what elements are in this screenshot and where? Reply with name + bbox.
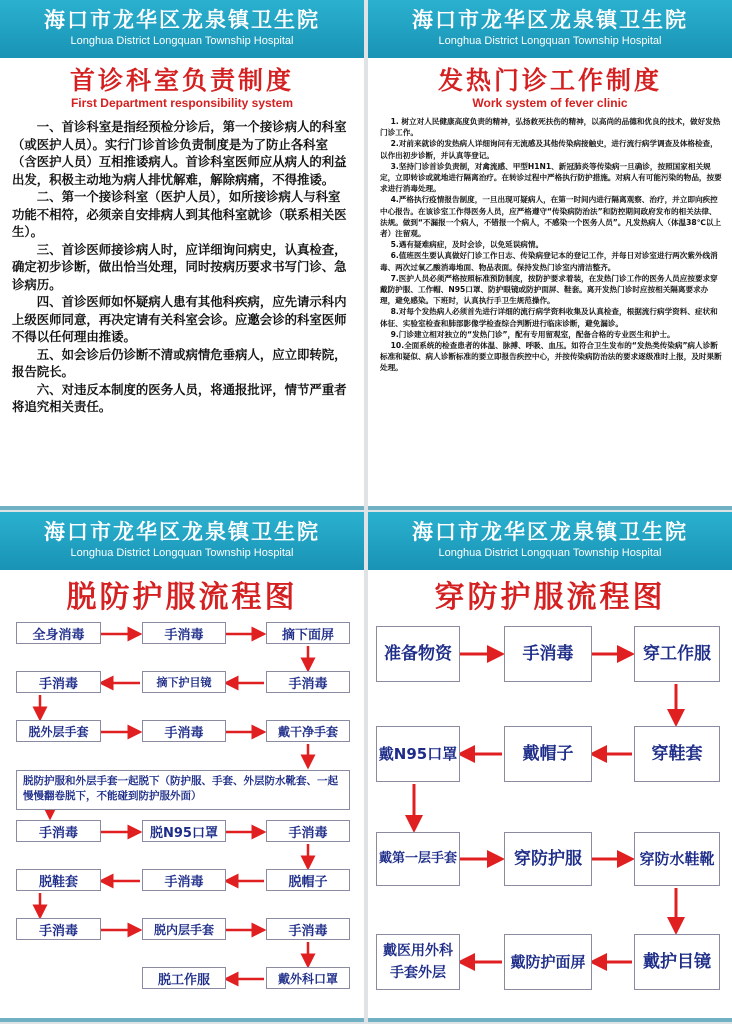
flow-step: 脱外层手套 (16, 720, 101, 742)
hospital-name-en: Longhua District Longquan Township Hospital (438, 35, 662, 47)
flow-step: 手消毒 (16, 820, 101, 842)
rule-paragraph: 四、首诊医师如怀疑病人患有其他科疾病，应先请示科内上级医师同意，再决定请有关科室会诊。应邀会诊的科室医师不得以任何理由推诿。 (12, 294, 347, 344)
flow-step: 全身消毒 (16, 622, 101, 644)
rule-paragraph: 1. 树立对人民健康高度负责的精神，弘扬救死扶伤的精神，以高尚的品德和优良的技术，做好发热门诊工作。 (380, 117, 721, 138)
rule-paragraph: 8.对每个发热病人必须首先进行详细的流行病学资料收集及认真检查，根据流行病学资料、症状和体征、实验室检查和肺部影像学检查综合判断进行临床诊断，避免漏诊。 (380, 307, 718, 328)
hospital-name: 海口市龙华区龙泉镇卫生院 (412, 520, 688, 544)
flow-step: 摘下护目镜 (142, 671, 226, 693)
flow-step: 戴N95口罩 (376, 726, 460, 782)
rule-paragraph: 10.全面系统的检查患者的体温、脉搏、呼吸、血压。如符合卫生发布的“发热类传染病”病人诊断标准和疑似、病人诊断标准的要立即报告疾控中心，并按传染病防治法的要求逐级准时上报，及时果断处理。 (380, 341, 722, 373)
rule-paragraph: 五、如会诊后仍诊断不清或病情危垂病人，应立即转院，报告院长。 (12, 346, 347, 379)
rule-paragraph: 六、对违反本制度的医务人员，将通报批评，情节严重者将追究相关责任。 (12, 381, 347, 414)
rule-paragraph: 二、第一个接诊科室（医护人员），如所接诊病人与科室功能不相符，必须亲自安排病人到其他科室就诊（联系相关医生）。 (12, 189, 347, 239)
panel-subtitle: First Department responsibility system (70, 96, 294, 110)
flow-step: 戴第一层手套 (376, 832, 460, 886)
rule-paragraph: 2.对前来就诊的发热病人详细询问有无流感及其他传染病接触史，进行流行病学调查及体格检查，以作出初步诊断，并认真等登记。 (380, 139, 718, 160)
flowchart-title: 脱防护服流程图 (66, 580, 298, 615)
panel-first-department-system (0, 0, 364, 510)
panel-title: 首诊科室负责制度 (69, 66, 294, 95)
flow-step: 穿防水鞋靴 (634, 832, 720, 886)
hospital-name-en: Longhua District Longquan Township Hospital (70, 35, 294, 47)
flow-step: 戴医用外科手套外层 (376, 934, 460, 990)
flow-step: 手消毒 (142, 622, 226, 644)
flow-step-note: 脱防护服和外层手套一起脱下（防护服、手套、外层防水靴套、一起慢慢翻卷脱下，不能碰到防护服外面） (16, 770, 350, 810)
flow-step: 手消毒 (142, 869, 226, 891)
rules-text (0, 110, 364, 416)
panel-subtitle: Work system of fever clinic (472, 96, 628, 110)
hospital-header (368, 0, 732, 58)
flowchart-title: 穿防护服流程图 (434, 580, 666, 615)
hospital-name-en: Longhua District Longquan Township Hospital (70, 547, 294, 559)
flow-step: 手消毒 (504, 626, 592, 682)
hospital-name-en: Longhua District Longquan Township Hospital (438, 547, 662, 559)
flow-step: 脱N95口罩 (142, 820, 226, 842)
rules-text (368, 110, 732, 374)
flow-step: 脱帽子 (266, 869, 350, 891)
panel-fever-clinic-system (368, 0, 732, 510)
flow-step: 手消毒 (266, 820, 350, 842)
hospital-name: 海口市龙华区龙泉镇卫生院 (44, 520, 320, 544)
panel-doffing-flowchart (0, 512, 364, 1022)
flow-step: 戴防护面屏 (504, 934, 592, 990)
hospital-header (0, 0, 364, 58)
rule-paragraph: 5.遇有疑难病症，及时会诊，以免延误病情。 (390, 240, 544, 250)
flow-step: 脱工作服 (142, 967, 226, 989)
flow-step: 穿工作服 (634, 626, 720, 682)
panel-donning-flowchart (368, 512, 732, 1022)
flow-step: 手消毒 (16, 918, 101, 940)
flow-step: 手消毒 (142, 720, 226, 742)
flow-step: 穿防护服 (504, 832, 592, 886)
flow-step: 戴干净手套 (266, 720, 350, 742)
rule-paragraph: 三、首诊医师接诊病人时，应详细询问病史，认真检查，确定初步诊断，做出恰当处理，同时按病历要求书写门诊、急诊病历。 (12, 241, 347, 292)
flow-step: 脱内层手套 (142, 918, 226, 940)
flow-step: 戴外科口罩 (266, 967, 350, 989)
rule-paragraph: 3.坚持门诊首诊负责制，对禽流感、甲型H1N1、新冠肺炎等传染病一旦确诊，按照国家相关规定，立即转诊或就地进行隔离治疗。在转诊过程中严格执行防护措施。对病人有可能污染的物品，按要求进行消毒处理。 (380, 161, 722, 194)
flow-step: 手消毒 (266, 671, 350, 693)
flow-step: 脱鞋套 (16, 869, 101, 891)
flow-step: 准备物资 (376, 626, 460, 682)
flow-step: 手消毒 (16, 671, 101, 693)
flow-step: 戴护目镜 (634, 934, 720, 990)
flow-arrows (0, 512, 364, 1022)
panel-title: 发热门诊工作制度 (437, 66, 662, 95)
rule-paragraph: 9.门诊建立相对独立的“发热门诊”，配有专用留观室，配备合格的专业医生和护士。 (390, 329, 675, 339)
hospital-name: 海口市龙华区龙泉镇卫生院 (412, 8, 688, 32)
rule-paragraph: 6.值班医生要认真做好门诊工作日志、传染病登记本的登记工作，并每日对诊室进行两次紫外线消毒、两次过氧乙酸消毒地面、物品表面。保持发热门诊室内清洁整齐。 (380, 251, 718, 272)
hospital-name: 海口市龙华区龙泉镇卫生院 (44, 8, 320, 32)
flow-step: 穿鞋套 (634, 726, 720, 782)
flow-step: 戴帽子 (504, 726, 592, 782)
flow-step: 手消毒 (266, 918, 350, 940)
rule-paragraph: 4.严格执行疫情报告制度，一旦出现可疑病人，在第一时间内进行隔离观察、治疗，并立即向疾控中心报告。在该诊室工作得医务人员，应严格遵守“传染病防治法”和防控期间政府发布的相关法律、法规。做到“不漏报一个病人，不错报一个病人，不感染一个医务人员”。凡发热病人（体温38℃以上者）注留观。 (380, 195, 722, 239)
rule-paragraph: 一、首诊科室是指经预检分诊后，第一个接诊病人的科室（或医护人员）。实行门诊首诊负责制度是为了防止各科室（含医护人员）互相推诿病人。首诊科室医师应从病人的利益出发，积极主动地为病人排忧解难，解除病痛，不得推诿。 (12, 119, 347, 187)
flow-step: 摘下面屏 (266, 622, 350, 644)
rule-paragraph: 7.医护人员必须严格按照标准预防制度，按防护要求着装，在发热门诊工作的医务人员应按要求穿戴防护服、工作帽、N95口罩、防护眼镜或防护面屏、鞋套。离开发热门诊时应按相关隔离要求办理，避免感染。下班时，认真执行手卫生规范操作。 (380, 273, 718, 306)
